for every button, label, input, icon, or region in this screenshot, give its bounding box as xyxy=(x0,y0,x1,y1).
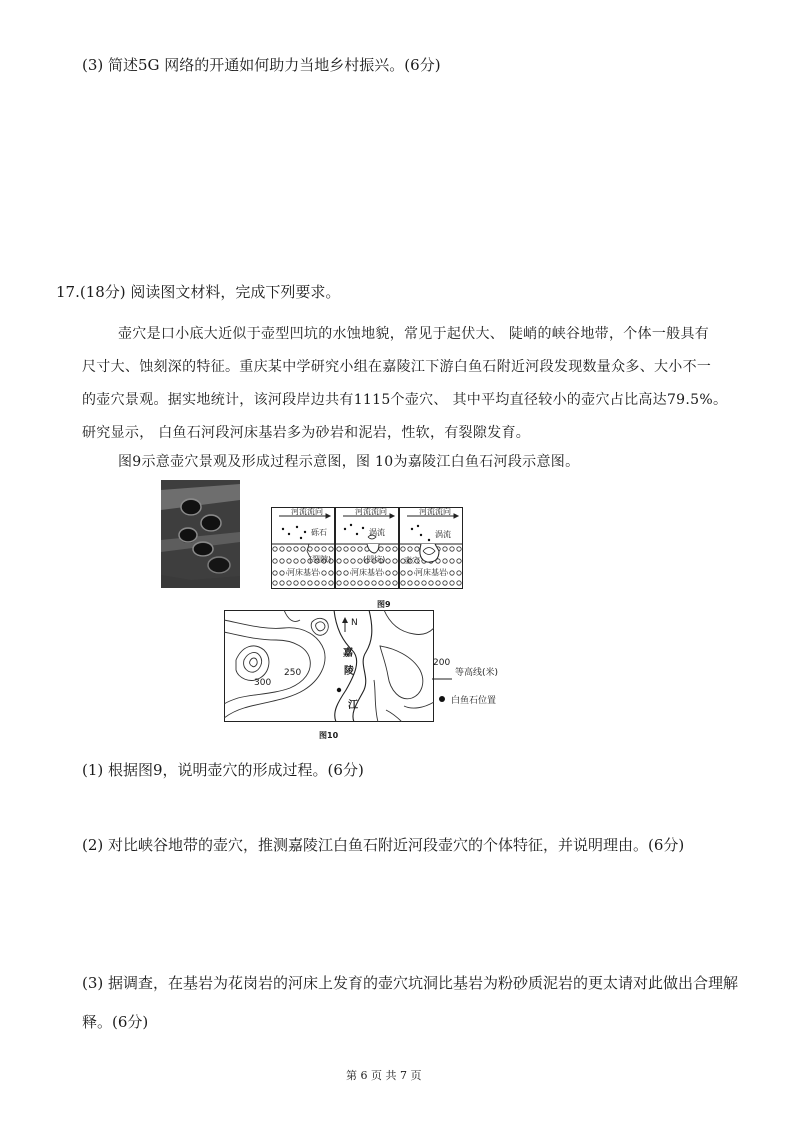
legend-point-label: 白鱼石位置 xyxy=(451,696,497,706)
fig10-contour-300: 300 xyxy=(254,678,272,688)
question-16-3: (3) 简述5G 网络的开通如何助力当地乡村振兴。(6分) xyxy=(82,56,441,74)
page-footer: 第 6 页 共 7 页 xyxy=(346,1069,422,1082)
fig9-panel2-bedrock: 河床基岩 xyxy=(351,568,383,577)
fig10-river-char-1: 嘉 xyxy=(343,648,353,659)
fig9-panel3-bedrock: 河床基岩 xyxy=(415,568,447,577)
fig9-panel2-label-eddy: 涡流 xyxy=(369,528,385,537)
fig9-panel2-flow-label: 河流流向 xyxy=(355,507,387,516)
fig9-panel1-flow-label: 河流流向 xyxy=(291,507,323,516)
material-line-3: 的壶穴景观。据实地统计，该河段岸边共有1115个壶穴、 其中平均直径较小的壶穴占比高达79.5%。 xyxy=(82,392,728,408)
fig10-river-char-2: 陵 xyxy=(344,666,354,677)
legend-contour-value: 200 xyxy=(433,658,451,668)
legend-contour-line xyxy=(432,667,452,675)
question-17-2: (2) 对比峡谷地带的壶穴，推测嘉陵江白鱼石附近河段壶穴的个体特征，并说明理由。(6分) xyxy=(82,836,685,854)
fig9-panel1-bedrock: 河床基岩 xyxy=(287,568,319,577)
question-17-3-line-1: (3) 据调查，在基岩为花岗岩的河床上发育的壶穴坑洞比基岩为粉砂质泥岩的更太请对此做出合理解 xyxy=(82,974,739,992)
figure-10-map xyxy=(224,610,434,722)
fig9-panel3-label-pothole: 壶穴 xyxy=(404,556,420,565)
fig10-contour-250: 250 xyxy=(284,668,302,678)
material-line-2: 尺寸大、蚀刻深的特征。重庆某中学研究小组在嘉陵江下游白鱼石附近河段发现数量众多、大小不一 xyxy=(82,359,712,375)
fig9-panel2-label-pit: (凹坑) xyxy=(363,555,386,564)
question-17-3-line-2: 释。(6分) xyxy=(82,1013,149,1031)
question-17-1: (1) 根据图9，说明壶穴的形成过程。(6分) xyxy=(82,761,364,779)
fig10-river-char-3: 江 xyxy=(348,700,358,711)
fig10-north-label: N xyxy=(351,618,358,628)
material-line-1: 壶穴是口小底大近似于壶型凹坑的水蚀地貌，常见于起伏大、 陡峭的峡谷地带，个体一般具有 xyxy=(118,326,710,342)
fig9-panel3-label-eddy: 涡流 xyxy=(435,530,451,539)
legend-contour-label: 等高线(米) xyxy=(455,668,499,678)
figure-9-caption: 图9 xyxy=(377,600,391,609)
pothole-photo xyxy=(161,480,240,588)
legend-point-marker xyxy=(439,696,445,702)
fig9-panel3-flow-label: 河流流向 xyxy=(419,507,451,516)
material-line-5: 图9示意壶穴景观及形成过程示意图，图 10为嘉陵江白鱼石河段示意图。 xyxy=(118,454,580,470)
material-line-4: 研究显示， 白鱼石河段河床基岩多为砂岩和泥岩，性软，有裂隙发育。 xyxy=(82,425,531,441)
fig9-panel1-label-gravel: 砾石 xyxy=(311,528,327,537)
fig9-panel1-label-crack: (裂隙) xyxy=(309,555,332,564)
figure-10-caption: 图10 xyxy=(319,731,339,740)
figure-9-diagram xyxy=(271,507,463,589)
question-17-header: 17.(18分) 阅读图文材料，完成下列要求。 xyxy=(56,283,341,301)
